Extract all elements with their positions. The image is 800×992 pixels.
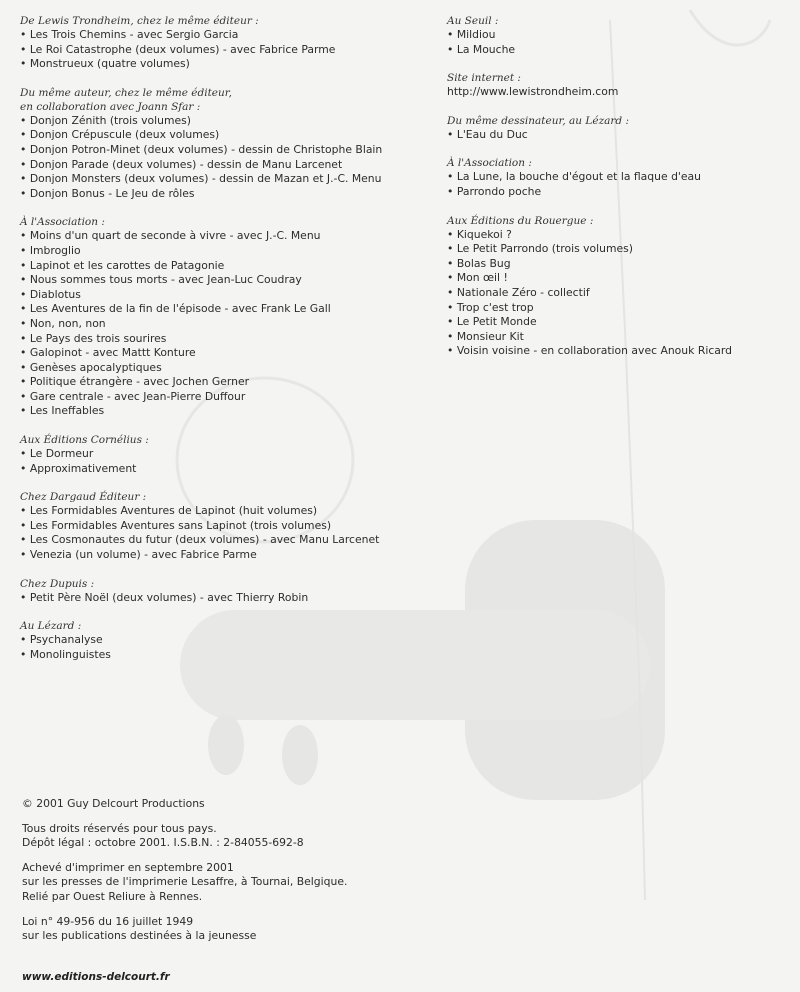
section-heading: Chez Dupuis :: [20, 577, 95, 590]
bibliography-section: [447, 214, 787, 359]
imprint-line: Achevé d'imprimer en septembre 2001: [22, 860, 234, 874]
section-heading: Au Lézard :: [20, 620, 82, 633]
right-column: [447, 14, 787, 373]
author-website-link[interactable]: http://www.lewistrondheim.com: [447, 85, 619, 99]
title-list-item: • Donjon Monsters (deux volumes) - dessin de Mazan et J.-C. Menu: [20, 172, 440, 187]
bibliography-section: [20, 490, 440, 562]
title-list-item: • Psychanalyse: [20, 633, 440, 648]
section-heading: Au Seuil :: [447, 15, 499, 27]
section-heading: Du même dessinateur, au Lézard :: [447, 114, 629, 127]
title-list-item: • Les Ineffables: [20, 404, 440, 419]
title-list-item: • Imbroglio: [20, 244, 440, 259]
title-list: [20, 114, 440, 202]
title-list-item: • Le Petit Monde: [447, 315, 787, 330]
title-list-item: • Parrondo poche: [447, 185, 787, 200]
title-list-item: • La Mouche: [447, 43, 787, 58]
title-list-item: • Monsieur Kit: [447, 330, 787, 345]
title-list-item: • Le Petit Parrondo (trois volumes): [447, 242, 787, 257]
title-list: [20, 447, 440, 476]
title-list-item: • Mon œil !: [447, 271, 787, 286]
title-list: [20, 591, 440, 606]
title-list-item: • Le Pays des trois sourires: [20, 332, 440, 347]
section-heading: À l'Association :: [20, 216, 105, 229]
title-list-item: • Le Roi Catastrophe (deux volumes) - avec Fabrice Parme: [20, 43, 440, 58]
title-list-item: • La Lune, la bouche d'égout et la flaque d'eau: [447, 170, 787, 185]
title-list-item: • L'Eau du Duc: [447, 128, 787, 143]
title-list: [20, 229, 440, 419]
imprint-line: Dépôt légal : octobre 2001. I.S.B.N. : 2-84055-692-8: [22, 836, 304, 850]
title-list-item: • Genèses apocalyptiques: [20, 361, 440, 376]
title-list-item: • Le Dormeur: [20, 447, 440, 462]
bibliography-section: [447, 156, 787, 199]
title-list-item: • Moins d'un quart de seconde à vivre - avec J.-C. Menu: [20, 229, 440, 244]
imprint-line: sur les publications destinées à la jeunesse: [22, 929, 257, 943]
section-heading: Chez Dargaud Éditeur :: [20, 491, 147, 504]
bibliography-section: [20, 577, 440, 606]
imprint-paragraph: [22, 861, 482, 905]
section-heading: À l'Association :: [447, 157, 532, 170]
section-heading: De Lewis Trondheim, chez le même éditeur :: [20, 15, 259, 27]
title-list-item: • Donjon Potron-Minet (deux volumes) - dessin de Christophe Blain: [20, 143, 440, 158]
title-list: [20, 504, 440, 562]
section-heading: Du même auteur, chez le même éditeur, en collaboration avec Joann Sfar :: [20, 86, 232, 113]
title-list-item: • Petit Père Noël (deux volumes) - avec Thierry Robin: [20, 591, 440, 606]
title-list-item: • Monolinguistes: [20, 648, 440, 663]
title-list-item: • Lapinot et les carottes de Patagonie: [20, 259, 440, 274]
title-list-item: • Galopinot - avec Mattt Konture: [20, 346, 440, 361]
title-list-item: • Les Cosmonautes du futur (deux volumes) - avec Manu Larcenet: [20, 533, 440, 548]
title-list-item: • Les Formidables Aventures de Lapinot (huit volumes): [20, 504, 440, 519]
title-list-item: • Donjon Zénith (trois volumes): [20, 114, 440, 129]
bibliography-section: [447, 114, 787, 143]
bibliography-section: [20, 619, 440, 662]
title-list-item: • Approximativement: [20, 462, 440, 477]
title-list-item: • Les Aventures de la fin de l'épisode - avec Frank Le Gall: [20, 302, 440, 317]
bibliography-section: [20, 14, 440, 72]
imprint-paragraph: [22, 822, 482, 851]
title-list-item: • Trop c'est trop: [447, 301, 787, 316]
bibliography-section: [20, 433, 440, 476]
title-list-item: • Donjon Bonus - Le Jeu de rôles: [20, 187, 440, 202]
imprint-line: Relié par Ouest Reliure à Rennes.: [22, 889, 203, 903]
title-list-item: • Gare centrale - avec Jean-Pierre Duffour: [20, 390, 440, 405]
imprint-line: © 2001 Guy Delcourt Productions: [22, 797, 205, 810]
title-list-item: • Diablotus: [20, 288, 440, 303]
bibliography-section: [20, 86, 440, 202]
title-list-item: • Les Formidables Aventures sans Lapinot (trois volumes): [20, 519, 440, 534]
imprint-line: sur les presses de l'imprimerie Lesaffre, à Tournai, Belgique.: [22, 875, 348, 889]
title-list-item: • Les Trois Chemins - avec Sergio Garcia: [20, 28, 440, 43]
imprint-paragraph: [22, 797, 482, 812]
title-list-item: • Donjon Crépuscule (deux volumes): [20, 128, 440, 143]
title-list: [447, 170, 787, 199]
imprint-paragraph: [22, 915, 482, 944]
bibliography-section: [447, 71, 787, 100]
title-list-item: • Nationale Zéro - collectif: [447, 286, 787, 301]
title-list-item: • Politique étrangère - avec Jochen Gerner: [20, 375, 440, 390]
imprint-line: Loi n° 49-956 du 16 juillet 1949: [22, 914, 194, 928]
bibliography-section: [447, 14, 787, 57]
title-list-item: • Nous sommes tous morts - avec Jean-Luc Coudray: [20, 273, 440, 288]
title-list: [447, 128, 787, 143]
title-list-item: • Venezia (un volume) - avec Fabrice Parme: [20, 548, 440, 563]
title-list-item: • Non, non, non: [20, 317, 440, 332]
bibliography-section: [20, 215, 440, 419]
section-heading: Site internet :: [447, 72, 521, 85]
title-list: [20, 633, 440, 662]
title-list-item: • Monstrueux (quatre volumes): [20, 57, 440, 72]
title-list-item: • Kiquekoi ?: [447, 228, 787, 243]
section-heading: Aux Éditions Cornélius :: [20, 434, 149, 447]
section-heading: Aux Éditions du Rouergue :: [447, 214, 594, 227]
title-list-item: • Bolas Bug: [447, 257, 787, 272]
title-list-item: • Voisin voisine - en collaboration avec Anouk Ricard: [447, 344, 787, 359]
imprint-line: Tous droits réservés pour tous pays.: [22, 821, 217, 835]
title-list: [20, 28, 440, 72]
title-list: [447, 228, 787, 359]
title-list: [447, 28, 787, 57]
left-column: [20, 14, 440, 676]
title-list-item: • Mildiou: [447, 28, 787, 43]
publisher-website[interactable]: www.editions-delcourt.fr: [22, 971, 170, 983]
imprint-block: [22, 797, 482, 954]
title-list-item: • Donjon Parade (deux volumes) - dessin de Manu Larcenet: [20, 158, 440, 173]
